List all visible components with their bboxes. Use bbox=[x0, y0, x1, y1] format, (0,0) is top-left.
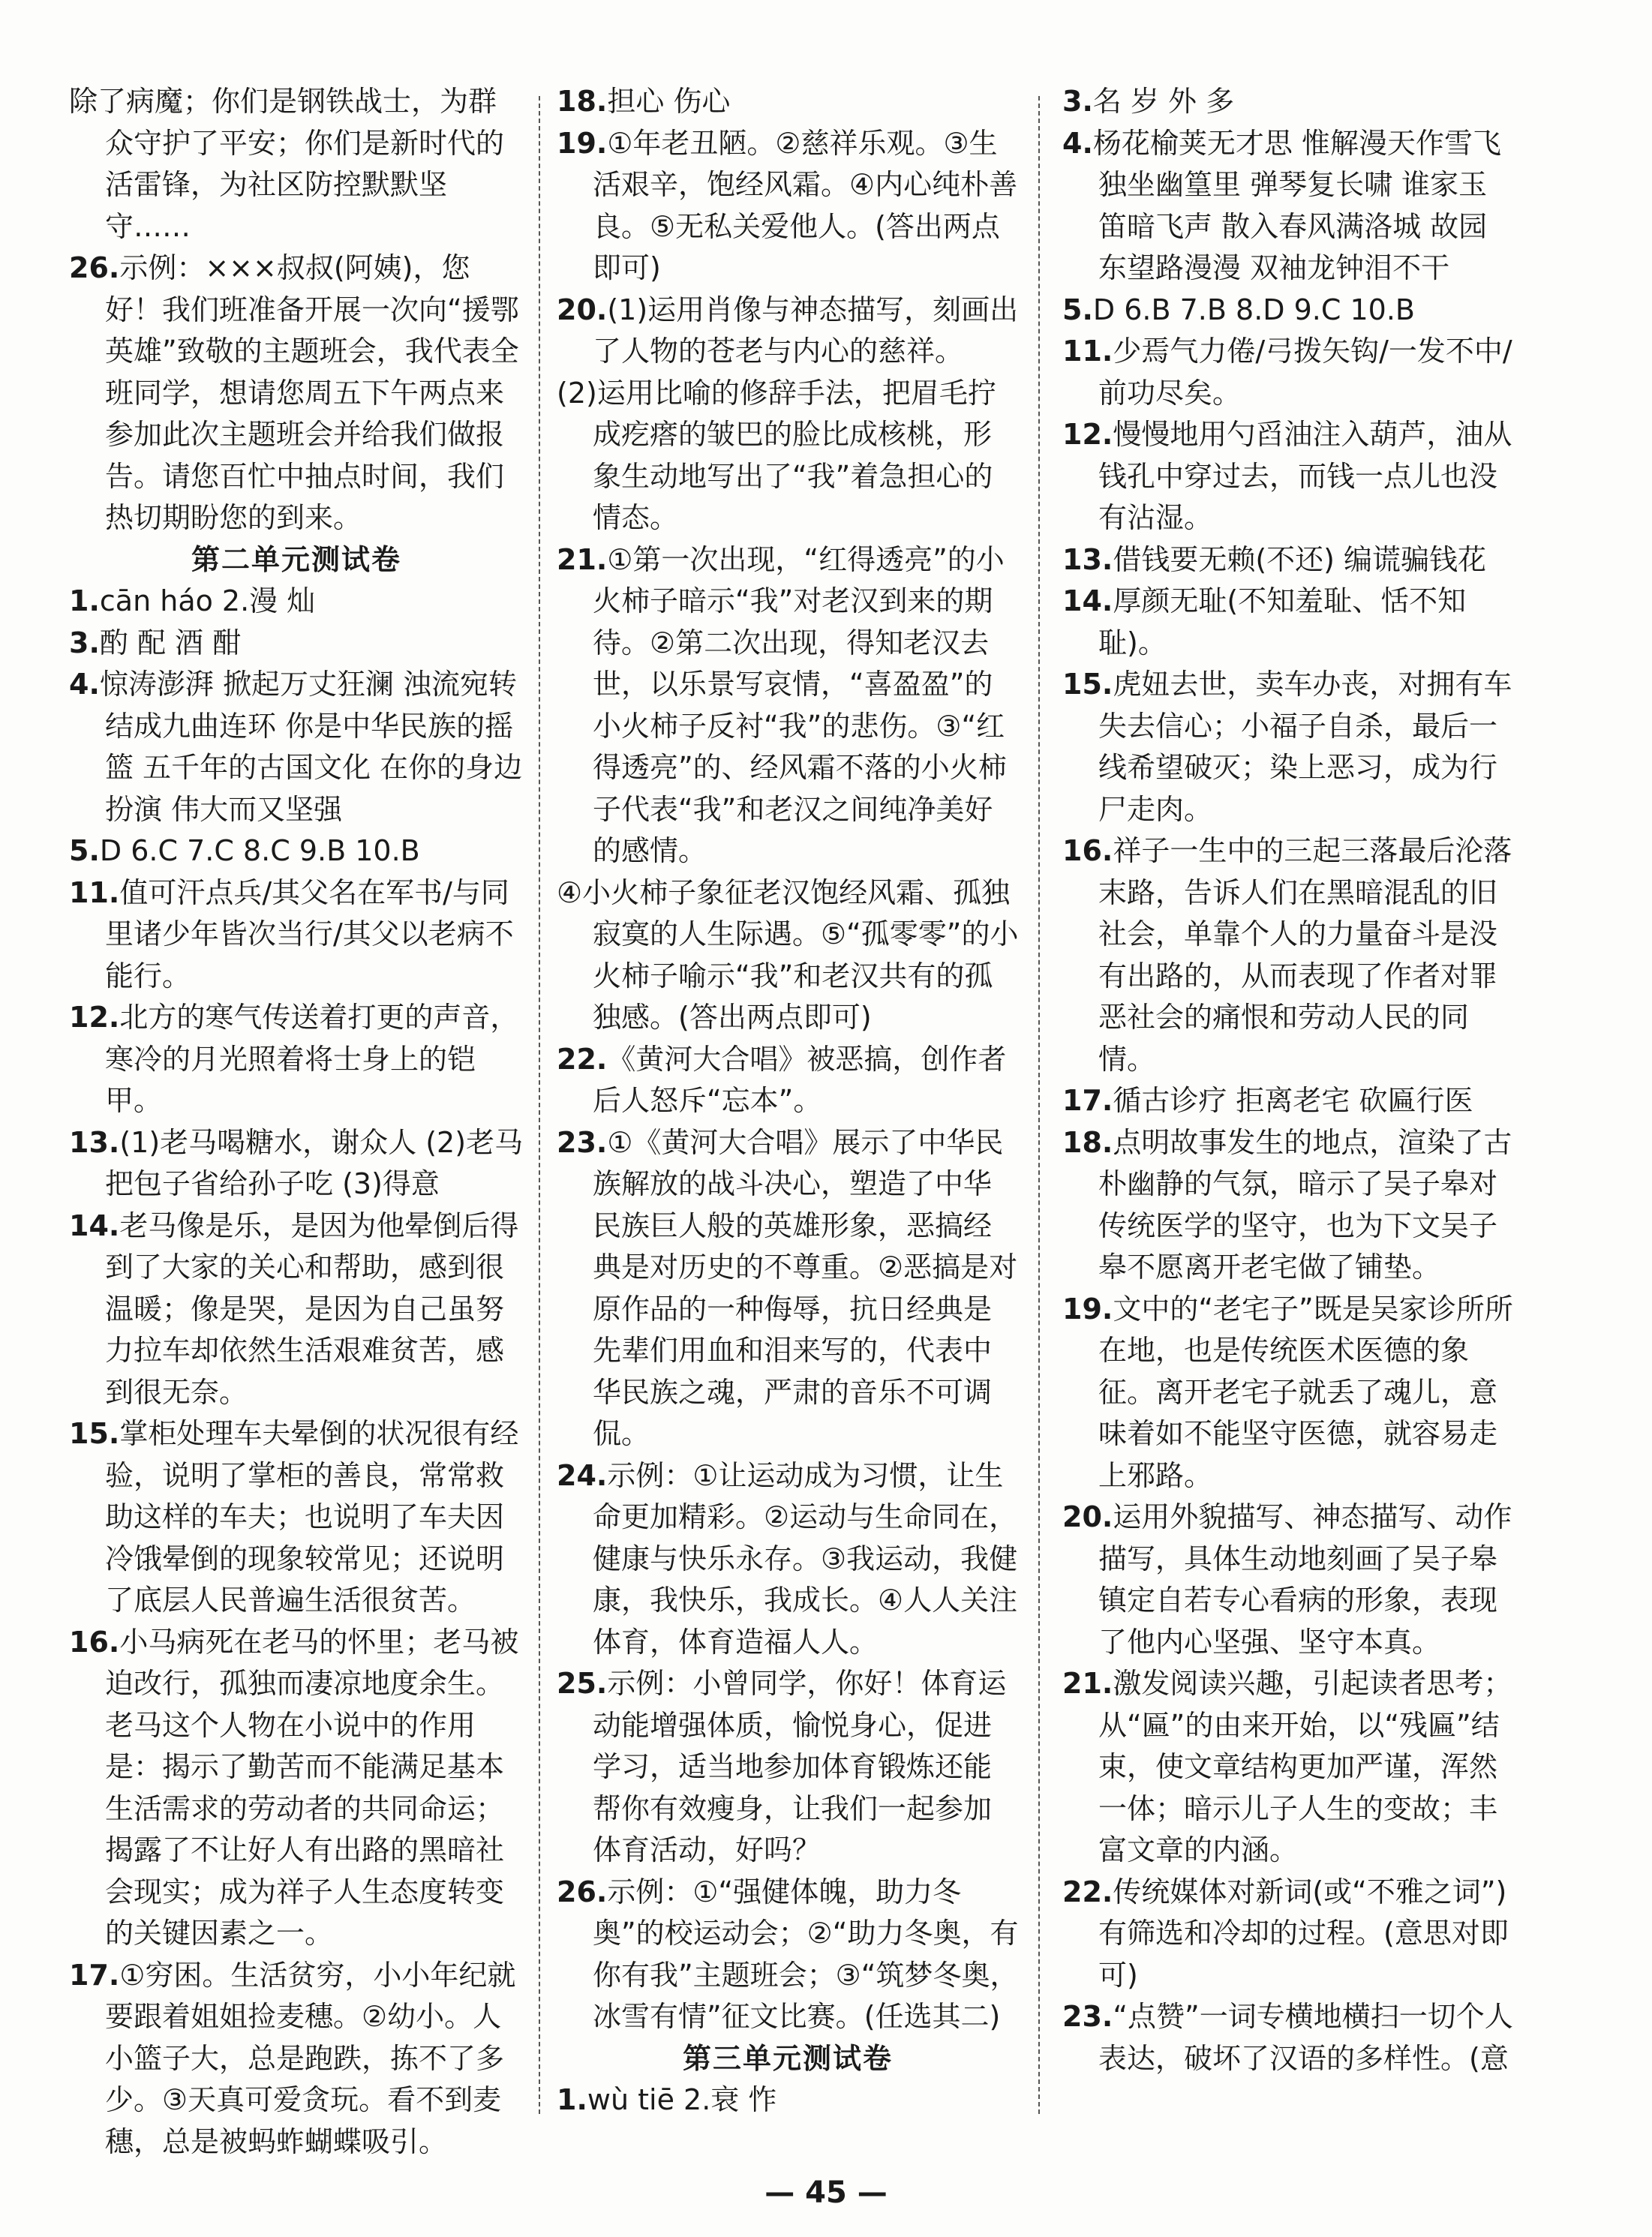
answer-text: 示例：×××叔叔(阿姨)，您好！我们班准备开展一次向“援鄂英雄”致敬的主题班会，我代表全班同学，想请您周五下午两点来参加此次主题班会并给我们做报告。请您百忙中抽点时间，我们热切期盼您的到来。 bbox=[105, 251, 519, 534]
answer-text: (1)老马喝糖水，谢众人 (2)老马把包子省给孙子吃 (3)得意 bbox=[105, 1125, 524, 1200]
answer-text: 示例：小曾同学，你好！体育运动能增强体质，愉悦身心，促进学习，适当地参加体育锻炼还能帮你有效瘦身，让我们一起参加体育活动，好吗？ bbox=[593, 1667, 1007, 1866]
answer-item bbox=[557, 539, 1019, 872]
answer-number: 18. bbox=[557, 85, 608, 118]
answer-text: 小马病死在老马的怀里；老马被迫改行，孤独而凄凉地度余生。老马这个人物在小说中的作用是：揭示了勤苦而不能满足基本生活需求的劳动者的共同命运；揭露了不让好人有出路的黑暗社会现实；成为祥子人生态度转变的关键因素之一。 bbox=[105, 1625, 519, 1950]
answer-item bbox=[69, 581, 524, 623]
answer-item bbox=[1062, 1080, 1515, 1122]
answer-text: 循古诊疗 拒离老宅 砍匾行医 bbox=[1113, 1084, 1473, 1117]
answer-text: ④小火柿子象征老汉饱经风霜、孤独寂寞的人生际遇。⑤“孤零零”的小火柿子喻示“我”和老汉共有的孤独感。(答出两点即可) bbox=[557, 875, 1019, 1034]
answer-number: 25. bbox=[557, 1667, 608, 1700]
answer-text: 老马像是乐，是因为他晕倒后得到了大家的关心和帮助，感到很温暖；像是哭，是因为自己虽努力拉车却依然生活艰难贫苦，感到很无奈。 bbox=[105, 1209, 519, 1409]
answer-item bbox=[557, 1663, 1019, 1872]
answer-continuation bbox=[69, 81, 524, 248]
answer-number: 1. bbox=[557, 2083, 587, 2116]
answer-number: 20. bbox=[557, 293, 608, 326]
answer-text: 示例：①“强健体魄，助力冬奥”的校运动会；②“助力冬奥，有你有我”主题班会；③“筑梦冬奥，冰雪有情”征文比赛。(任选其二) bbox=[593, 1875, 1019, 2033]
answer-item bbox=[69, 623, 524, 665]
answer-text: cān háo 2.漫 灿 bbox=[99, 584, 316, 617]
answer-number: 18. bbox=[1062, 1125, 1113, 1159]
answer-text: 文中的“老宅子”既是吴家诊所所在地，也是传统医术医德的象征。离开老宅子就丢了魂儿，意味着如不能坚守医德，就容易走上邪路。 bbox=[1098, 1292, 1513, 1492]
answer-item bbox=[1062, 830, 1515, 1080]
answer-text: 激发阅读兴趣，引起读者思考；从“匾”的由来开始，以“残匾”结束，使文章结构更加严谨，浑然一体；暗示儿子人生的变故；丰富文章的内涵。 bbox=[1098, 1667, 1512, 1866]
answer-item bbox=[1062, 581, 1515, 664]
answer-item bbox=[557, 2079, 1019, 2121]
answer-item bbox=[1062, 1996, 1515, 2079]
answer-number: 23. bbox=[1062, 2000, 1113, 2033]
answer-item bbox=[1062, 1122, 1515, 1289]
answer-item bbox=[69, 664, 524, 830]
answer-column-right bbox=[1062, 81, 1515, 2079]
answer-text: (2)运用比喻的修辞手法，把眉毛拧成疙瘩的皱巴的脸比成核桃，形象生动地写出了“我”着急担心的情态。 bbox=[557, 376, 996, 534]
answer-number: 21. bbox=[557, 542, 608, 576]
answer-item bbox=[69, 872, 524, 998]
answer-continuation bbox=[557, 872, 1019, 1039]
answer-text: 运用外貌描写、神态描写、动作描写，具体生动地刻画了吴子皋镇定自若专心看病的形象，表现了他内心坚强、坚守本真。 bbox=[1098, 1500, 1512, 1659]
column-divider bbox=[1038, 96, 1040, 2114]
answer-number: 22. bbox=[557, 1042, 608, 1076]
answer-text: 担心 伤心 bbox=[607, 85, 731, 118]
answer-number: 12. bbox=[69, 1001, 120, 1034]
section-heading bbox=[69, 539, 524, 581]
answer-text: D 6.C 7.C 8.C 9.B 10.B bbox=[99, 834, 420, 867]
answer-number: 14. bbox=[69, 1209, 120, 1242]
answer-number: 17. bbox=[1062, 1084, 1113, 1117]
answer-item bbox=[1062, 414, 1515, 539]
answer-text: 北方的寒气传送着打更的声音，寒冷的月光照着将士身上的铠甲。 bbox=[105, 1001, 519, 1117]
answer-number: 5. bbox=[69, 834, 100, 867]
answer-text: 惊涛澎湃 掀起万丈狂澜 浊流宛转 结成九曲连环 你是中华民族的摇篮 五千年的古国文化 在你的身边扮演 伟大而又坚强 bbox=[99, 668, 523, 826]
answer-column-middle bbox=[557, 81, 1019, 2121]
answer-item bbox=[1062, 123, 1515, 290]
answer-continuation bbox=[557, 373, 1019, 539]
answer-text: 《黄河大合唱》被恶搞，创作者后人怒斥“忘本”。 bbox=[593, 1042, 1007, 1117]
answer-number: 26. bbox=[557, 1875, 608, 1908]
answer-item bbox=[1062, 290, 1515, 332]
answer-number: 15. bbox=[1062, 668, 1113, 701]
answer-item bbox=[557, 290, 1019, 373]
answer-item bbox=[69, 1622, 524, 1955]
answer-number: 5. bbox=[1062, 293, 1093, 326]
answer-text: 点明故事发生的地点，渲染了古朴幽静的气氛，暗示了吴子皋对传统医学的坚守，也为下文吴子皋不愿离开老宅做了铺垫。 bbox=[1098, 1125, 1512, 1284]
answer-number: 4. bbox=[1062, 126, 1093, 160]
answer-item bbox=[1062, 1663, 1515, 1872]
answer-number: 3. bbox=[69, 626, 100, 659]
answer-column-left bbox=[69, 81, 524, 2163]
section-heading-text: 第三单元测试卷 bbox=[682, 2041, 893, 2075]
answer-number: 20. bbox=[1062, 1500, 1113, 1533]
answer-text: 厚颜无耻(不知羞耻、恬不知耻)。 bbox=[1098, 584, 1467, 659]
answer-text: 慢慢地用勺舀油注入葫芦，油从钱孔中穿过去，而钱一点儿也没有沾湿。 bbox=[1098, 418, 1512, 534]
answer-number: 11. bbox=[69, 875, 120, 909]
answer-item bbox=[557, 1872, 1019, 2038]
answer-item bbox=[1062, 1497, 1515, 1663]
answer-number: 22. bbox=[1062, 1875, 1113, 1908]
answer-item bbox=[1062, 331, 1515, 414]
answer-text: 酌 配 酒 酣 bbox=[99, 626, 242, 659]
answer-item bbox=[69, 1955, 524, 2163]
answer-item bbox=[69, 997, 524, 1122]
answer-text: wù tiē 2.衰 怍 bbox=[587, 2083, 777, 2116]
answer-number: 11. bbox=[1062, 335, 1113, 368]
answer-number: 17. bbox=[69, 1958, 120, 1992]
answer-number: 19. bbox=[1062, 1292, 1113, 1326]
answer-text: 少焉气力倦/弓拨矢钩/一发不中/前功尽矣。 bbox=[1098, 335, 1512, 410]
answer-number: 4. bbox=[69, 668, 100, 701]
answer-item bbox=[1062, 664, 1515, 830]
answer-number: 13. bbox=[69, 1125, 120, 1159]
answer-text: ①《黄河大合唱》展示了中华民族解放的战斗决心，塑造了中华民族巨人般的英雄形象，恶搞经典是对历史的不尊重。②恶搞是对原作品的一种侮辱，抗日经典是先辈们用血和泪来写的，代表中华民族之魂，严肃的音乐不可调侃。 bbox=[593, 1125, 1018, 1450]
answer-number: 16. bbox=[69, 1625, 120, 1659]
column-divider bbox=[539, 96, 540, 2114]
answer-text: 传统媒体对新词(或“不雅之词”)有筛选和冷却的过程。(意思对即可) bbox=[1098, 1875, 1509, 1992]
answer-text: ①年老丑陋。②慈祥乐观。③生活艰辛，饱经风霜。④内心纯朴善良。⑤无私关爱他人。(答出两点即可) bbox=[593, 126, 1018, 284]
answer-item bbox=[69, 248, 524, 539]
answer-item bbox=[1062, 81, 1515, 123]
section-heading-text: 第二单元测试卷 bbox=[191, 542, 401, 576]
answer-number: 15. bbox=[69, 1417, 120, 1450]
answer-item bbox=[69, 1413, 524, 1622]
answer-number: 24. bbox=[557, 1458, 608, 1492]
section-heading bbox=[557, 2038, 1019, 2080]
answer-text: 杨花榆荚无才思 惟解漫天作雪飞 独坐幽篁里 弹琴复长啸 谁家玉笛暗飞声 散入春风满洛城 故园东望路漫漫 双袖龙钟泪不干 bbox=[1092, 126, 1501, 284]
answer-number: 21. bbox=[1062, 1667, 1113, 1700]
answer-text: 示例：①让运动成为习惯，让生命更加精彩。②运动与生命同在，健康与快乐永存。③我运动，我健康，我快乐，我成长。④人人关注体育，体育造福人人。 bbox=[593, 1458, 1018, 1659]
answer-number: 16. bbox=[1062, 834, 1113, 867]
answer-item bbox=[1062, 539, 1515, 581]
answer-number: 12. bbox=[1062, 418, 1113, 451]
answer-item bbox=[1062, 1289, 1515, 1497]
answer-item bbox=[69, 1122, 524, 1206]
answer-item bbox=[557, 1455, 1019, 1664]
answer-text: ①穷困。生活贫穷，小小年纪就要跟着姐姐捡麦穗。②幼小。人小篮子大，总是跑跌，拣不了多少。③天真可爱贪玩。看不到麦穗，总是被蚂蚱蝴蝶吸引。 bbox=[105, 1958, 516, 2158]
answer-text: 名 岁 外 多 bbox=[1092, 85, 1235, 118]
answer-item bbox=[69, 1206, 524, 1414]
answer-text: 值可汗点兵/其父名在军书/与同里诸少年皆次当行/其父以老病不能行。 bbox=[105, 875, 514, 992]
answer-number: 19. bbox=[557, 126, 608, 160]
answer-item bbox=[557, 1122, 1019, 1455]
answer-text: 虎妞去世，卖车办丧，对拥有车失去信心；小福子自杀，最后一线希望破灭；染上恶习，成为行尸走肉。 bbox=[1098, 668, 1512, 826]
answer-text: 借钱要无赖(不还) 编谎骗钱花 bbox=[1113, 542, 1487, 576]
answer-text: D 6.B 7.B 8.D 9.C 10.B bbox=[1092, 293, 1416, 326]
answer-item bbox=[557, 81, 1019, 123]
answer-number: 26. bbox=[69, 251, 120, 284]
answer-number: 23. bbox=[557, 1125, 608, 1159]
answer-text: (1)运用肖像与神态描写，刻画出了人物的苍老与内心的慈祥。 bbox=[593, 293, 1019, 368]
answer-number: 13. bbox=[1062, 542, 1113, 576]
answer-text: 除了病魔；你们是钢铁战士，为群众守护了平安；你们是新时代的活雷锋，为社区防控默默坚守…… bbox=[69, 85, 505, 243]
answer-text: 掌柜处理车夫晕倒的状况很有经验，说明了掌柜的善良，常常救助这样的车夫；也说明了车夫因冷饿晕倒的现象较常见；还说明了底层人民普遍生活很贫苦。 bbox=[105, 1417, 519, 1617]
answer-item bbox=[557, 123, 1019, 290]
answer-item bbox=[557, 1039, 1019, 1122]
answer-text: “点赞”一词专横地横扫一切个人表达，破坏了汉语的多样性。(意 bbox=[1098, 2000, 1513, 2075]
answer-text: ①第一次出现，“红得透亮”的小火柿子暗示“我”对老汉到来的期待。②第二次出现，得知老汉去世，以乐景写哀情，“喜盈盈”的小火柿子反衬“我”的悲伤。③“红得透亮”的、经风霜不落的小火柿子代表“我”和老汉之间纯净美好的感情。 bbox=[593, 542, 1007, 867]
answer-number: 3. bbox=[1062, 85, 1093, 118]
answer-text: 祥子一生中的三起三落最后沦落末路，告诉人们在黑暗混乱的旧社会，单靠个人的力量奋斗是没有出路的，从而表现了作者对罪恶社会的痛恨和劳动人民的同情。 bbox=[1098, 834, 1512, 1076]
page-number: — 45 — bbox=[764, 2175, 888, 2210]
answer-item bbox=[1062, 1872, 1515, 1997]
answer-item bbox=[69, 830, 524, 872]
answer-number: 14. bbox=[1062, 584, 1113, 617]
answer-number: 1. bbox=[69, 584, 100, 617]
